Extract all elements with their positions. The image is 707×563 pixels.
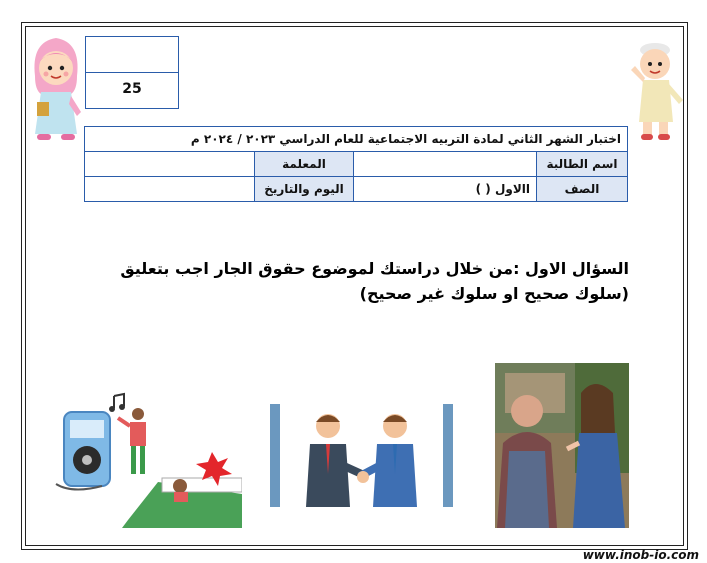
class-label: الصف (537, 177, 628, 202)
class-value: االاول ( ) (354, 177, 537, 202)
day-date-label: اليوم والتاريخ (255, 177, 354, 202)
loud-music-picture (52, 390, 242, 528)
watermark: www.inob-io.com (582, 548, 699, 562)
day-date-field[interactable] (85, 177, 255, 202)
handshake-picture (270, 404, 453, 507)
teacher-field[interactable] (85, 152, 255, 177)
neighbors-talking-photo (495, 363, 629, 528)
exam-title: اختبار الشهر الثاني لمادة التربيه الاجتماعية للعام الدراسي ٢٠٢٣ / ٢٠٢٤ م (85, 127, 628, 152)
boy-clipart (629, 38, 691, 142)
teacher-label: المعلمة (255, 152, 354, 177)
question-line-1: السؤال الاول :من خلال دراستك لموضوع حقوق الجار اجب بتعليق (120, 259, 629, 278)
info-table (84, 126, 628, 202)
girl-clipart (27, 30, 85, 142)
student-name-label: اسم الطالبة (537, 152, 628, 177)
question-block (109, 256, 629, 306)
question-line-2: (سلوك صحيح او سلوك غير صحيح) (359, 284, 629, 303)
score-value: 25 (122, 81, 142, 97)
score-box-divider (86, 72, 178, 73)
score-box (85, 36, 179, 109)
student-name-field[interactable] (354, 152, 537, 177)
